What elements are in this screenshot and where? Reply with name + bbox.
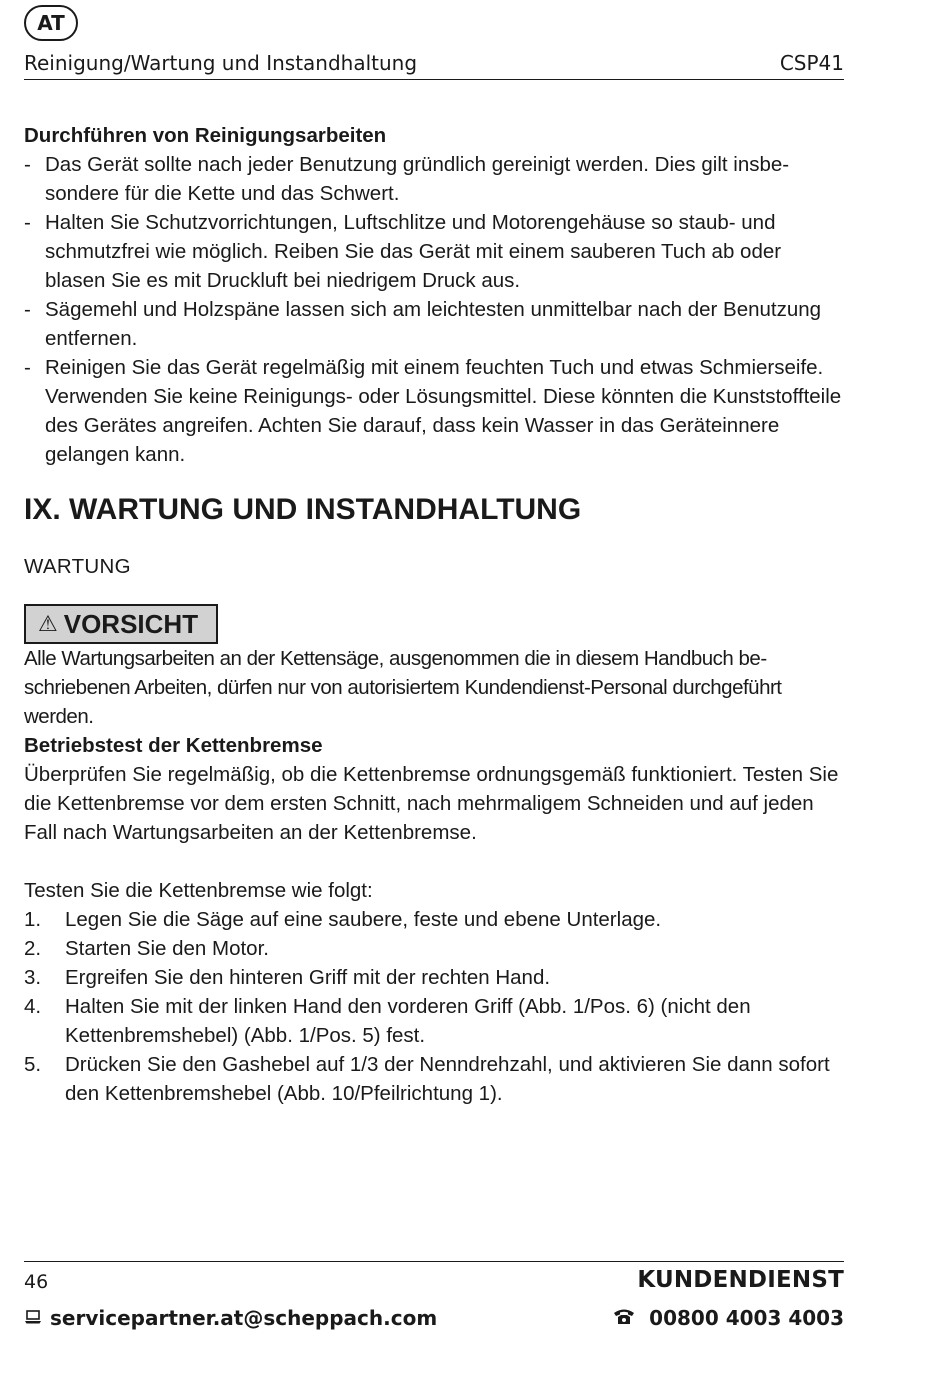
list-item: - Sägemehl und Holzspäne lassen sich am leichtesten unmittelbar nach der Benutzung entfernen. (24, 295, 844, 353)
list-item: - Reinigen Sie das Gerät regelmäßig mit einem feuchten Tuch und etwas Schmierseife. Verwenden Sie keine Reinigungs- oder Lösungsmittel. Diese könnten die Kunststoffteile des Gerätes angreifen. Achten Sie darauf, dass kein Wasser in das Geräteinnere gelangen kann. (24, 353, 844, 469)
list-item: 3. Ergreifen Sie den hinteren Griff mit der rechten Hand. (24, 966, 551, 989)
section-title: IX. WARTUNG UND INSTANDHALTUNG (24, 493, 582, 526)
warning-triangle-icon: ⚠ (38, 611, 58, 637)
list-item: - Halten Sie Schutzvorrichtungen, Luftschlitze und Motorengehäuse so staub- und schmutzfrei wie möglich. Reiben Sie das Gerät mit einem sauberen Tuch ab oder blasen Sie es mit Druckluft bei niedrigem Druck aus. (24, 208, 844, 295)
cleaning-heading: Durchführen von Reinigungsarbeiten (24, 124, 387, 147)
list-item: 2. Starten Sie den Motor. (24, 937, 269, 960)
footer-divider (24, 1261, 844, 1262)
brake-test-steps (24, 905, 844, 1108)
header-divider (24, 79, 844, 80)
phone-number[interactable]: 00800 4003 4003 (649, 1306, 844, 1330)
service-label: KUNDENDIENST (637, 1267, 844, 1293)
header-model: CSP41 (779, 51, 844, 75)
list-item: - Das Gerät sollte nach jeder Benutzung gründlich gereinigt werden. Dies gilt insbesondere für die Kette und das Schwert. (24, 150, 844, 208)
footer-email (24, 1306, 437, 1330)
laptop-icon (24, 1306, 42, 1330)
country-badge: AT (24, 5, 78, 41)
caution-box (24, 604, 218, 644)
page-number: 46 (24, 1271, 49, 1293)
list-item: 1. Legen Sie die Säge auf eine saubere, feste und ebene Unterlage. (24, 908, 662, 931)
footer-phone (613, 1306, 844, 1330)
list-item: 4. Halten Sie mit der linken Hand den vorderen Griff (Abb. 1/Pos. 6) (nicht den Kettenbremshebel) (Abb. 1/Pos. 5) fest. (24, 995, 751, 1047)
page-body (24, 121, 844, 1108)
brake-test-heading: Betriebstest der Kettenbremse (24, 734, 323, 757)
section-subtitle: WARTUNG (24, 555, 131, 578)
caution-text: Alle Wartungsarbeiten an der Kettensäge, ausgenommen die in diesem Handbuch beschriebenen Arbeiten, dürfen nur von autorisiertem Kundendienst-Personal durchgeführt werden. (24, 647, 782, 728)
email-link[interactable]: servicepartner.at@scheppach.com (50, 1306, 438, 1330)
brake-test-paragraph: Überprüfen Sie regelmäßig, ob die Kettenbremse ordnungsgemäß funktioniert. Testen Sie die Kettenbremse vor dem ersten Schnitt, nach mehrmaligem Schneiden und auf jeden Fall nach Wartungsarbeiten an der Kettenbremse. (24, 763, 839, 844)
list-item: 5. Drücken Sie den Gashebel auf 1/3 der Nenndrehzahl, und aktivieren Sie dann sofort den Kettenbremshebel (Abb. 10/Pfeilrichtung 1). (24, 1053, 830, 1105)
brake-test-intro: Testen Sie die Kettenbremse wie folgt: (24, 879, 373, 902)
caution-label: VORSICHT (63, 608, 199, 639)
header-title: Reinigung/Wartung und Instandhaltung (24, 51, 418, 75)
telephone-icon (613, 1306, 635, 1330)
cleaning-list (24, 150, 844, 469)
